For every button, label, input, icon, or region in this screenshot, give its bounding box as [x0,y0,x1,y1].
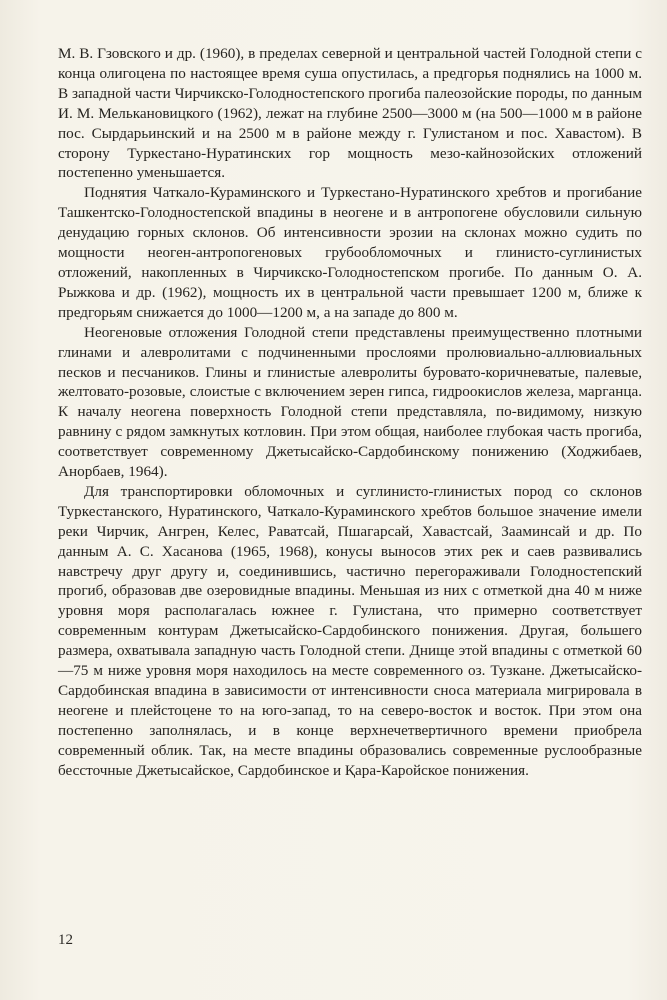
page-number: 12 [58,932,73,948]
paragraph-continued: М. В. Гзовского и др. (1960), в пределах северной и центральной частей Голодной степи с конца олигоцена по настоящее время суша опустилась, а предгорья поднялись на 1000 м. В западной части Чирчикско-Голодностепского прогиба палеозойские породы, по данным И. М. Мелькановицкого (1962), лежат на глубине 2500—3000 м (на 500—1000 м в районе пос. Сырдарьинский и на 2500 м в районе между г. Гулистаном и пос. Хавастом). В сторону Туркестано-Нуратинских гор мощность мезо-кайнозойских отложений постепенно уменьшается. [58,45,642,182]
body-text [58,44,642,781]
paragraph-neogene-deposits: Неогеновые отложения Голодной степи представлены преимущественно плотными глинами и алевролитами с подчиненными прослоями пролювиально-аллювиальных песков и песчаников. Глины и глинистые алевролиты буровато-коричневатые, палевые, желтовато-розовые, слоистые с включением зерен гипса, гидроокислов железа, марганца. К началу неогена поверхность Голодной степи представляла, по-видимому, низкую равнину с рядом замкнутых котловин. При этом общая, наиболее глубокая часть прогиба, соответствует современному Джетысайско-Сардобинскому понижению (Ходжибаев, Анорбаев, 1964). [58,323,642,481]
paragraph-uplift: Поднятия Чаткало-Кураминского и Туркестано-Нуратинского хребтов и прогибание Ташкентско-Голодностепской впадины в неогене и в антропогене обусловили сильную денудацию горных склонов. Об интенсивности эрозии на склонах можно судить по мощности неоген-антропогеновых грубообломочных и глинисто-суглинистых отложений, накопленных в Чирчикско-Голодностепском прогибе. По данным О. А. Рыжкова и др. (1962), мощность их в центральной части превышает 1200 м, ближе к предгорьям снижается до 1000—1200 м, а на западе до 800 м. [58,184,642,321]
paragraph-transport: Для транспортировки обломочных и суглинисто-глинистых пород со склонов Туркестанского, Нуратинского, Чаткало-Кураминского хребтов большое значение имели реки Чирчик, Ангрен, Келес, Раватсай, Пшагарсай, Хавастсай, Зааминсай и др. По данным А. С. Хасанова (1965, 1968), конусы выносов этих рек и саев развивались навстречу друг другу и, соединившись, частично перегораживали Голодностепский прогиб, образовав две озеровидные впадины. Меньшая из них с отметкой дна 40 м ниже уровня моря располагалась южнее г. Гулистана, что примерно соответствует современным контурам Джетысайско-Сардобинского понижения. Другая, большего размера, охватывала западную часть Голодной степи. Днище этой впадины с отметкой 60—75 м ниже уровня моря находилось на месте современного оз. Тузкане. Джетысайско-Сардобинская впадина в зависимости от интенсивности сноса материала мигрировала в неогене и плейстоцене то на юго-запад, то на северо-восток и восток. При этом она постепенно заполнялась, и в конце верхнечетвертичного времени приобрела современный облик. Так, на месте впадины образовались современные руслообразные бессточные Джетысайское, Сардобинское и Қара-Каройское понижения. [58,482,642,779]
